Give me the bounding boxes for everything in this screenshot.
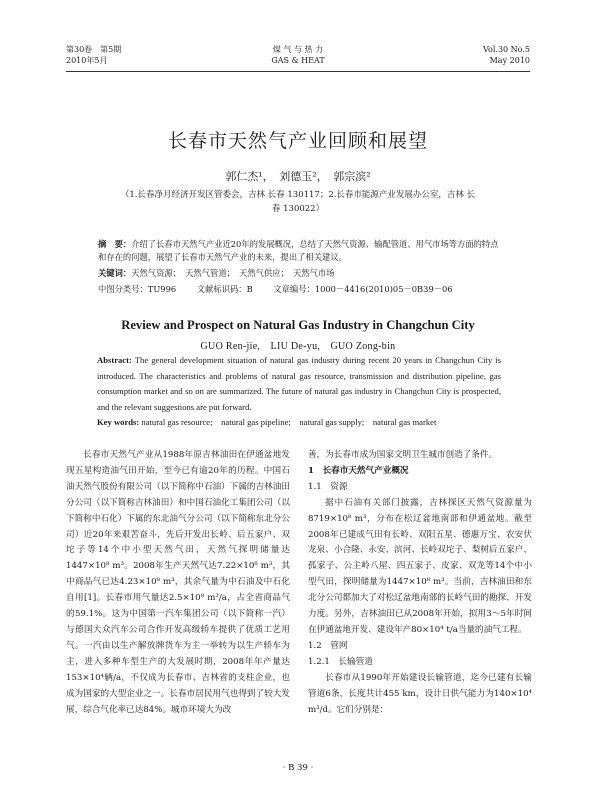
abstract-cn-label: 摘 要： xyxy=(98,239,132,249)
header-volume-en: Vol.30 No.5 xyxy=(483,45,530,54)
abstract-en-text: The general development situation of natural gas industry during recent 20 years in Changchun City is introduced. The characteristics and problems of natural gas resource, transmission and distribution pipeline, gas consumption market and so on are summarized. The future of natural gas industry in Changchun City is prospected, and the relevant suggestions are put forward. xyxy=(97,355,501,412)
subsection-heading: 1.1 资源 xyxy=(308,481,348,492)
classification-line xyxy=(98,283,500,296)
keywords-en-label: Key words: xyxy=(97,417,140,427)
keywords-cn xyxy=(98,267,500,280)
clc-number: 中图分类号：TU996 xyxy=(98,284,177,294)
english-title: Review and Prospect on Natural Gas Industry in Changchun City xyxy=(121,318,475,332)
article-authors: 郭仁杰¹， 刘德玉²， 郭宗滨² xyxy=(225,170,371,183)
author-affiliation: （1.长春净月经济开发区管委会，吉林 长春 130117；2.长春市能源产业发展办公室，吉林 长春 130022） xyxy=(120,190,476,214)
header-volume-block xyxy=(66,44,121,66)
body-paragraph: 长春市天然气产业从1988年原吉林油田在伊通盆地发现五星构造油气田开始，至今已有逾20年的历程。中国石油天然气股份有限公司（以下简称中石油）下属的吉林油田分公司（以下简称吉林油田）和中国石油化工集团公司（以下简称中石化）下属的东北油气分公司（以下简称东北分公司）近20年来艰苦奋斗，先后开发出长岭、后五家户、双坨子等14个中小型天然气田，天然气探明储量达1447×10⁸ m³。2008年生产天然气达7.22×10⁸ m³，其中商品气已达4.23×10⁸ m³，其余气量为中石油及中石化自用[1]。长春市用气量达2.5×10⁸ m³/a，占全省商品气的59.1%。这为中国第一汽车集团公司（以下简称一汽）与德国大众汽车公司合作开发高级轿车提供了优质工艺用气。一汽由以生产解放牌货车为主一举转为以生产轿车为主，进入多种车型生产的大发展时期，2008年年产量达153×10⁴辆/a，不仅成为长春市、吉林省的支柱企业，也成为国家的大型企业之一。长春市居民用气也得到了较大发展，综合气化率已达84%。城市环境大为改 xyxy=(66,450,290,715)
header-volume-cn: 第30卷 第5期 xyxy=(66,45,122,54)
abstract-en xyxy=(97,353,501,415)
section-heading: 1 长春市天然气产业概况 xyxy=(308,465,409,476)
subsection-heading: 1.2 管网 xyxy=(308,640,348,651)
header-issue-block xyxy=(483,44,530,66)
page-number: · B 39 · xyxy=(282,763,314,773)
body-paragraph: 据中石油有关部门披露，吉林探区天然气资源量为8719×10⁸ m³，分布在松辽盆地南部和伊通盆地。截至2008年已建成气田有长岭、双阳五星、德惠万宝、农安伏龙泉、小合隆、永安、滨河、长岭双坨子、梨树后五家户、孤家子、公主岭八屋、四五家子、皮家、双龙等14个中小型气田，探明储量为1447×10⁸ m³。当前，吉林油田和东北分公司都加大了对松辽盆地南部的长岭气田的勘探、开发力度。另外，吉林油田已从2008年开始，拟用3～5年时间在伊通盆地开发、建设年产80×10⁴ t/a当量的油气工程。 xyxy=(308,497,532,635)
header-date-cn: 2010年5月 xyxy=(66,56,108,65)
abstract-cn xyxy=(98,238,500,264)
body-paragraph: 善，为长春市成为国家文明卫生城市创造了条件。 xyxy=(308,450,498,460)
document-code: 文献标识码：B xyxy=(196,284,253,294)
keywords-cn-label: 关键词： xyxy=(98,268,132,278)
header-date-en: May 2010 xyxy=(489,56,530,65)
body-paragraph: 长春市从1990年开始建设长输管道，迄今已建有长输管道6条，长度共计455 km，设计日供气能力为140×10⁴ m³/d。它们分别是： xyxy=(308,672,532,715)
article-title: 长春市天然气产业回顾和展望 xyxy=(167,130,428,152)
keywords-en xyxy=(97,416,501,428)
english-authors: GUO Ren-jie, LIU De-yu, GUO Zong-bin xyxy=(200,341,396,352)
keywords-en-text: natural gas resource; natural gas pipeline; natural gas supply; natural gas market xyxy=(139,417,437,427)
subsubsection-heading: 1.2.1 长输管道 xyxy=(308,656,373,667)
header-journal-en: GAS & HEAT xyxy=(271,56,325,65)
article-number: 文章编号：1000－4416(2010)05－0B39－06 xyxy=(273,284,453,294)
keywords-cn-text: 天然气资源； 天然气管道； 天然气供应； 天然气市场 xyxy=(131,268,335,278)
header-journal-cn: 煤 气 与 热 力 xyxy=(272,45,324,54)
header-journal-block xyxy=(240,44,356,66)
abstract-en-label: Abstract: xyxy=(97,355,132,365)
body-column-right xyxy=(308,448,532,718)
body-column-left xyxy=(66,448,290,718)
abstract-cn-text: 介绍了长春市天然气产业近20年的发展概况，总结了天然气资源、输配管道、用气市场等方面的特点和存在的问题，展望了长春市天然气产业的未来，提出了相关建议。 xyxy=(98,239,499,262)
header-divider xyxy=(66,71,530,72)
